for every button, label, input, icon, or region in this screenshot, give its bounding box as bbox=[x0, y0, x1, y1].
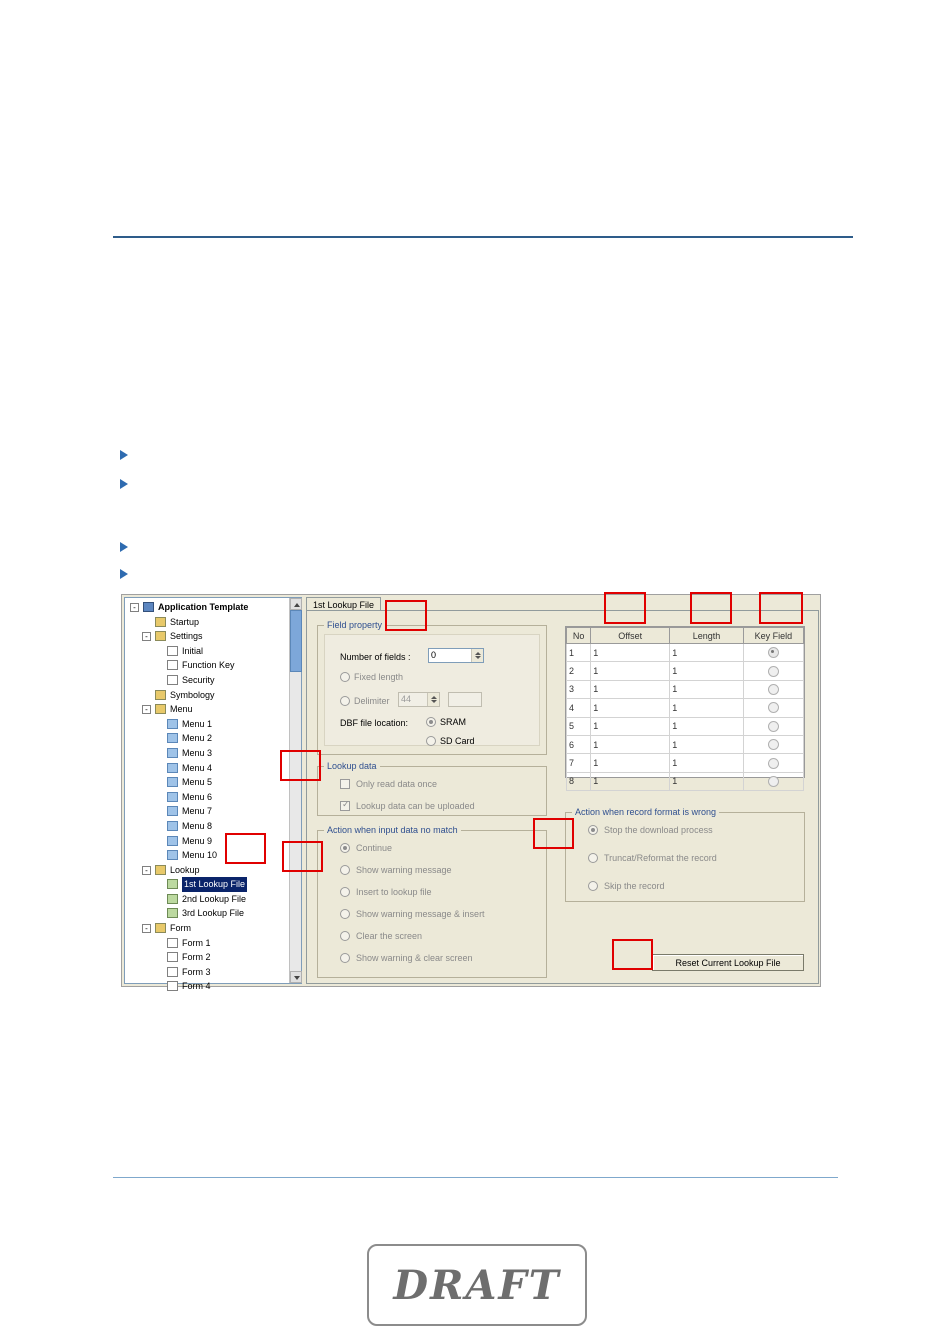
key-field-radio[interactable] bbox=[768, 702, 779, 713]
tree-item-form-3[interactable] bbox=[125, 965, 289, 980]
tree-item-label: Menu 10 bbox=[182, 850, 218, 861]
cell-key-field[interactable] bbox=[743, 662, 803, 680]
tree-item-label: Form 3 bbox=[182, 966, 211, 977]
cell-key-field[interactable] bbox=[743, 699, 803, 717]
table-row[interactable] bbox=[567, 644, 804, 662]
tree-item-label: Form 2 bbox=[182, 952, 211, 963]
no-match-insert-radio[interactable] bbox=[340, 887, 350, 897]
navigation-tree[interactable] bbox=[124, 597, 302, 992]
annotation-box-1 bbox=[385, 600, 427, 631]
table-row[interactable] bbox=[567, 662, 804, 680]
tree-item-label: Menu 6 bbox=[182, 791, 213, 802]
tree-item-label: Application Template bbox=[158, 602, 249, 612]
cell-key-field[interactable] bbox=[743, 772, 803, 790]
tree-item-label: Menu 5 bbox=[182, 777, 213, 788]
no-match-clear-screen-label: Clear the screen bbox=[356, 931, 423, 941]
tree-item-lookup[interactable] bbox=[125, 863, 289, 878]
lookup-file-settings-pane bbox=[306, 610, 819, 984]
no-match-warning-insert-radio[interactable] bbox=[340, 909, 350, 919]
truncate-reformat-label: Truncat/Reformat the record bbox=[604, 853, 717, 863]
cell-no: 8 bbox=[567, 772, 591, 790]
no-match-warning-label: Show warning message bbox=[356, 865, 452, 875]
tab-strip bbox=[306, 597, 818, 611]
tree-item-menu-7[interactable] bbox=[125, 804, 289, 819]
header-rule bbox=[113, 236, 853, 238]
bullet-marker-4 bbox=[120, 569, 128, 579]
key-field-radio[interactable] bbox=[768, 776, 779, 787]
cell-key-field[interactable] bbox=[743, 735, 803, 753]
column-key-field: Key Field bbox=[743, 628, 803, 644]
tree-item-label: Lookup bbox=[170, 864, 200, 875]
tree-item-menu-1[interactable] bbox=[125, 717, 289, 732]
footer-rule bbox=[113, 1177, 838, 1178]
lookup-file-icon bbox=[167, 894, 178, 904]
lookup-data-uploadable-checkbox[interactable] bbox=[340, 801, 350, 811]
menu-icon bbox=[167, 748, 178, 758]
tree-item-menu-6[interactable] bbox=[125, 790, 289, 805]
menu-icon bbox=[167, 806, 178, 816]
annotation-box-9 bbox=[612, 939, 653, 970]
cell-offset[interactable]: 1 bbox=[591, 772, 670, 790]
annotation-box-2 bbox=[604, 592, 646, 624]
record-format-wrong-group bbox=[565, 807, 805, 902]
cell-length[interactable]: 1 bbox=[670, 717, 744, 735]
table-row[interactable] bbox=[567, 735, 804, 753]
tree-item-label: Form bbox=[170, 923, 191, 934]
tree-item-1st-lookup-file[interactable] bbox=[125, 877, 289, 892]
page-icon bbox=[167, 646, 178, 656]
tree-item-label: Symbology bbox=[170, 689, 215, 700]
folder-icon bbox=[155, 865, 166, 875]
lookup-data-group bbox=[317, 761, 547, 816]
tree-item-menu-8[interactable] bbox=[125, 819, 289, 834]
column-no: No bbox=[567, 628, 591, 644]
key-field-radio[interactable] bbox=[768, 666, 779, 677]
table-row[interactable] bbox=[567, 680, 804, 698]
tree-item-function-key[interactable] bbox=[125, 658, 289, 673]
expander-icon[interactable]: - bbox=[142, 924, 151, 933]
key-field-radio[interactable] bbox=[768, 758, 779, 769]
tree-item-label: Security bbox=[182, 674, 215, 685]
tree-item-label: Startup bbox=[170, 616, 200, 627]
tree-item-settings[interactable] bbox=[125, 629, 289, 644]
expander-icon[interactable]: - bbox=[142, 632, 151, 641]
tree-item-form-1[interactable] bbox=[125, 936, 289, 951]
tree-item-initial[interactable] bbox=[125, 644, 289, 659]
lookup-file-icon bbox=[167, 908, 178, 918]
scrollbar-thumb[interactable] bbox=[290, 610, 302, 672]
table-row[interactable] bbox=[567, 699, 804, 717]
stop-download-radio[interactable] bbox=[588, 825, 598, 835]
key-field-radio[interactable] bbox=[768, 721, 779, 732]
tree-item-label: Settings bbox=[170, 631, 203, 642]
draft-stamp-label: DRAFT bbox=[393, 1261, 561, 1309]
tree-item-label: Menu 7 bbox=[182, 806, 213, 817]
bullet-marker-3 bbox=[120, 542, 128, 552]
tree-item-2nd-lookup-file[interactable] bbox=[125, 892, 289, 907]
tree-item-form-4[interactable] bbox=[125, 979, 289, 994]
number-of-fields-spinner[interactable] bbox=[471, 649, 483, 662]
menu-icon bbox=[167, 836, 178, 846]
number-of-fields-input[interactable] bbox=[428, 648, 484, 663]
cell-length[interactable]: 1 bbox=[670, 680, 744, 698]
delimiter-label: Delimiter bbox=[354, 696, 390, 706]
dbf-location-sdcard-radio[interactable] bbox=[426, 736, 436, 746]
menu-icon bbox=[167, 719, 178, 729]
delimiter-radio[interactable] bbox=[340, 696, 350, 706]
tree-item-symbology[interactable] bbox=[125, 688, 289, 703]
annotation-box-7 bbox=[282, 841, 323, 872]
column-offset: Offset bbox=[591, 628, 670, 644]
table-row[interactable] bbox=[567, 717, 804, 735]
folder-icon bbox=[155, 923, 166, 933]
no-match-warning-clear-label: Show warning & clear screen bbox=[356, 953, 473, 963]
column-length: Length bbox=[670, 628, 744, 644]
folder-icon bbox=[155, 690, 166, 700]
table-row[interactable] bbox=[567, 754, 804, 772]
menu-icon bbox=[167, 733, 178, 743]
lookup-file-icon bbox=[167, 879, 178, 889]
folder-icon bbox=[155, 704, 166, 714]
tree-item-label: Menu 1 bbox=[182, 718, 213, 729]
number-of-fields-value: 0 bbox=[431, 650, 437, 660]
skip-record-label: Skip the record bbox=[604, 881, 665, 891]
bullet-marker-2 bbox=[120, 479, 128, 489]
table-row[interactable] bbox=[567, 772, 804, 790]
cell-length[interactable]: 1 bbox=[670, 754, 744, 772]
tree-item-label: Menu 3 bbox=[182, 747, 213, 758]
cell-key-field[interactable] bbox=[743, 717, 803, 735]
annotation-box-4 bbox=[759, 592, 803, 624]
delimiter-value: 44 bbox=[401, 694, 412, 704]
cell-offset[interactable]: 1 bbox=[591, 717, 670, 735]
expander-icon[interactable]: - bbox=[142, 866, 151, 875]
no-match-warning-radio[interactable] bbox=[340, 865, 350, 875]
scroll-up-icon[interactable] bbox=[290, 598, 302, 610]
only-read-data-once-label: Only read data once bbox=[356, 779, 438, 789]
bullet-marker-1 bbox=[120, 450, 128, 460]
menu-icon bbox=[167, 763, 178, 773]
page-icon bbox=[167, 981, 178, 991]
delimiter-preview bbox=[448, 692, 482, 707]
table-header-row bbox=[567, 628, 804, 644]
tree-item-3rd-lookup-file[interactable] bbox=[125, 906, 289, 921]
key-field-radio[interactable] bbox=[768, 647, 779, 658]
field-property-legend: Field property bbox=[324, 620, 385, 630]
tree-item-startup[interactable] bbox=[125, 615, 289, 630]
menu-icon bbox=[167, 821, 178, 831]
tree-item-label: Form 4 bbox=[182, 981, 211, 992]
cell-length[interactable]: 1 bbox=[670, 662, 744, 680]
tree-item-form-2[interactable] bbox=[125, 950, 289, 965]
cell-no: 1 bbox=[567, 644, 591, 662]
no-match-action-group bbox=[317, 825, 547, 978]
application-icon bbox=[143, 602, 154, 612]
number-of-fields-label: Number of fields : bbox=[340, 652, 411, 662]
dbf-location-sram-radio[interactable] bbox=[426, 717, 436, 727]
tree-item-label: 1st Lookup File bbox=[182, 877, 247, 892]
page-icon bbox=[167, 660, 178, 670]
skip-record-radio[interactable] bbox=[588, 881, 598, 891]
tree-item-application-template[interactable] bbox=[125, 600, 289, 615]
tree-item-label: Menu 4 bbox=[182, 762, 213, 773]
menu-icon bbox=[167, 792, 178, 802]
cell-length[interactable]: 1 bbox=[670, 644, 744, 662]
page-icon bbox=[167, 938, 178, 948]
cell-offset[interactable]: 1 bbox=[591, 662, 670, 680]
lookup-data-uploadable-label: Lookup data can be uploaded bbox=[356, 801, 475, 811]
cell-no: 2 bbox=[567, 662, 591, 680]
tree-item-label: Form 1 bbox=[182, 937, 211, 948]
cell-key-field[interactable] bbox=[743, 754, 803, 772]
fixed-length-label: Fixed length bbox=[354, 672, 404, 682]
reset-current-lookup-file-button[interactable]: Reset Current Lookup File bbox=[652, 954, 804, 971]
cell-length[interactable]: 1 bbox=[670, 735, 744, 753]
no-match-warning-clear-radio[interactable] bbox=[340, 953, 350, 963]
folder-icon bbox=[155, 617, 166, 627]
cell-length[interactable]: 1 bbox=[670, 772, 744, 790]
no-match-clear-screen-radio[interactable] bbox=[340, 931, 350, 941]
stop-download-label: Stop the download process bbox=[604, 825, 713, 835]
cell-no: 6 bbox=[567, 735, 591, 753]
tree-item-menu[interactable] bbox=[125, 702, 289, 717]
no-match-insert-label: Insert to lookup file bbox=[356, 887, 432, 897]
page-icon bbox=[167, 952, 178, 962]
menu-icon bbox=[167, 850, 178, 860]
no-match-warning-insert-label: Show warning message & insert bbox=[356, 909, 485, 919]
no-match-continue-radio[interactable] bbox=[340, 843, 350, 853]
dbf-location-sdcard-label: SD Card bbox=[440, 736, 475, 746]
no-match-continue-label: Continue bbox=[356, 843, 393, 853]
annotation-box-5 bbox=[280, 750, 321, 781]
field-property-group bbox=[317, 620, 547, 755]
draft-stamp bbox=[367, 1244, 587, 1326]
tree-item-menu-4[interactable] bbox=[125, 761, 289, 776]
key-field-radio[interactable] bbox=[768, 739, 779, 750]
tree-item-label: Menu 9 bbox=[182, 835, 213, 846]
application-template-window bbox=[121, 594, 821, 992]
lookup-data-legend: Lookup data bbox=[324, 761, 380, 771]
tree-item-security[interactable] bbox=[125, 673, 289, 688]
folder-icon bbox=[155, 631, 166, 641]
cell-offset[interactable]: 1 bbox=[591, 735, 670, 753]
cell-no: 4 bbox=[567, 699, 591, 717]
key-field-radio[interactable] bbox=[768, 684, 779, 695]
cell-length[interactable]: 1 bbox=[670, 699, 744, 717]
cell-key-field[interactable] bbox=[743, 680, 803, 698]
tree-item-label: 2nd Lookup File bbox=[182, 893, 247, 904]
annotation-box-6 bbox=[225, 833, 266, 864]
annotation-box-3 bbox=[690, 592, 732, 624]
tree-item-menu-2[interactable] bbox=[125, 731, 289, 746]
truncate-reformat-radio[interactable] bbox=[588, 853, 598, 863]
delimiter-spinner[interactable] bbox=[427, 693, 439, 706]
tree-item-form[interactable] bbox=[125, 921, 289, 936]
expander-icon[interactable]: - bbox=[130, 603, 139, 612]
cell-offset[interactable]: 1 bbox=[591, 644, 670, 662]
tab-1st-lookup-file[interactable]: 1st Lookup File bbox=[306, 597, 381, 611]
tree-item-label: Menu 2 bbox=[182, 733, 213, 744]
tree-item-menu-3[interactable] bbox=[125, 746, 289, 761]
menu-icon bbox=[167, 777, 178, 787]
cell-no: 3 bbox=[567, 680, 591, 698]
cell-offset[interactable]: 1 bbox=[591, 699, 670, 717]
cell-key-field[interactable] bbox=[743, 644, 803, 662]
annotation-box-8 bbox=[533, 818, 574, 849]
tree-item-label: 3rd Lookup File bbox=[182, 908, 245, 919]
tree-item-label: Menu bbox=[170, 704, 193, 715]
cell-offset[interactable]: 1 bbox=[591, 680, 670, 698]
fields-table bbox=[566, 627, 804, 791]
delimiter-input[interactable] bbox=[398, 692, 440, 707]
tree-items bbox=[125, 600, 289, 994]
dbf-location-sram-label: SRAM bbox=[440, 717, 467, 727]
tree-item-label: Function Key bbox=[182, 660, 235, 671]
tree-item-menu-5[interactable] bbox=[125, 775, 289, 790]
cell-offset[interactable]: 1 bbox=[591, 754, 670, 772]
record-format-wrong-legend: Action when record format is wrong bbox=[572, 807, 719, 817]
dbf-location-label: DBF file location: bbox=[340, 718, 409, 728]
cell-no: 5 bbox=[567, 717, 591, 735]
fixed-length-radio[interactable] bbox=[340, 672, 350, 682]
page-icon bbox=[167, 675, 178, 685]
page-icon bbox=[167, 967, 178, 977]
only-read-data-once-checkbox[interactable] bbox=[340, 779, 350, 789]
no-match-action-legend: Action when input data no match bbox=[324, 825, 461, 835]
tree-item-label: Menu 8 bbox=[182, 820, 213, 831]
tree-scrollbar[interactable] bbox=[289, 598, 301, 983]
expander-icon[interactable]: - bbox=[142, 705, 151, 714]
cell-no: 7 bbox=[567, 754, 591, 772]
tree-item-label: Initial bbox=[182, 645, 204, 656]
fields-grid[interactable] bbox=[565, 626, 805, 787]
scroll-down-icon[interactable] bbox=[290, 971, 302, 983]
